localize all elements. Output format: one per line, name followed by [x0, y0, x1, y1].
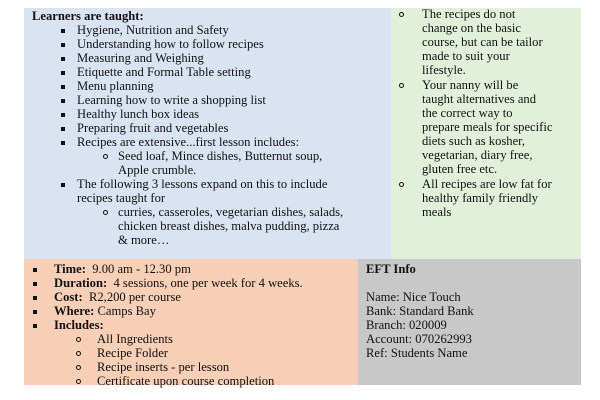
- sub-bullet-icon: [76, 337, 81, 342]
- learners-item: Etiquette and Formal Table setting: [77, 65, 251, 79]
- learners-item: Measuring and Weighing: [77, 51, 204, 65]
- eft-bank: Bank: Standard Bank: [366, 304, 474, 318]
- time-row: [54, 263, 191, 276]
- note-line: meals: [422, 205, 452, 219]
- includes-item: All Ingredients: [97, 332, 173, 346]
- cost-label: Cost:: [54, 290, 83, 304]
- where-value: Camps Bay: [97, 304, 156, 318]
- learners-item: Recipes are extensive...first lesson includes:: [77, 135, 300, 149]
- sub-bullet-icon: [103, 154, 108, 159]
- includes-label: Includes:: [54, 318, 104, 332]
- expand-list-line: chicken breast dishes, malva pudding, pizza: [118, 219, 340, 233]
- expand-list-line: & more…: [118, 233, 170, 247]
- cost-row: [54, 291, 181, 304]
- bullet-icon: [61, 99, 65, 103]
- sub-bullet-icon: [76, 351, 81, 356]
- note-line: vegetarian, diary free,: [422, 148, 533, 162]
- bullet-icon: [61, 29, 65, 33]
- sub-bullet-icon: [103, 210, 108, 215]
- bullet-icon: [61, 85, 65, 89]
- includes-item: Recipe inserts - per lesson: [97, 360, 230, 374]
- bullet-icon: [61, 57, 65, 61]
- note-line: All recipes are low fat for: [422, 177, 552, 191]
- learners-item: Preparing fruit and vegetables: [77, 121, 229, 135]
- note-line: lifestyle.: [422, 63, 466, 77]
- duration-value: 4 sessions, one per week for 4 weeks.: [113, 276, 303, 290]
- note-line: prepare meals for specific: [422, 120, 553, 134]
- note-line: course, but can be tailor: [422, 35, 543, 49]
- first-lesson-line: Apple crumble.: [118, 163, 197, 177]
- bullet-icon: [61, 43, 65, 47]
- sub-bullet-icon: [399, 12, 404, 17]
- expand-list-line: curries, casseroles, vegetarian dishes, salads,: [118, 205, 344, 219]
- learners-item: Hygiene, Nutrition and Safety: [77, 23, 229, 37]
- eft-account: Account: 070262993: [366, 332, 472, 346]
- time-value: 9.00 am - 12.30 pm: [92, 262, 191, 276]
- bullet-icon: [61, 113, 65, 117]
- note-line: the correct way to: [422, 106, 513, 120]
- bullet-icon: [61, 141, 65, 145]
- learners-item: Healthy lunch box ideas: [77, 107, 200, 121]
- duration-label: Duration:: [54, 276, 108, 290]
- where-row: [54, 305, 156, 318]
- learners-item: Understanding how to follow recipes: [77, 37, 264, 51]
- time-label: Time:: [54, 262, 86, 276]
- learners-item: Menu planning: [77, 79, 154, 93]
- eft-ref: Ref: Students Name: [366, 346, 468, 360]
- note-line: diets such as kosher,: [422, 134, 526, 148]
- note-line: change on the basic: [422, 21, 521, 35]
- first-lesson-line: Seed loaf, Mince dishes, Butternut soup,: [118, 149, 323, 163]
- bullet-icon: [61, 127, 65, 131]
- bullet-icon: [61, 71, 65, 75]
- eft-branch: Branch: 020009: [366, 318, 447, 332]
- bullet-icon: [33, 324, 37, 328]
- bullet-icon: [61, 183, 65, 187]
- note-line: made to suit your: [422, 49, 510, 63]
- note-line: Your nanny will be: [422, 78, 519, 92]
- bullet-icon: [33, 268, 37, 272]
- sub-bullet-icon: [399, 83, 404, 88]
- note-line: The recipes do not: [422, 7, 516, 21]
- expand-intro-line: recipes taught for: [77, 191, 166, 205]
- learners-heading: Learners are taught:: [32, 9, 144, 23]
- expand-intro-line: The following 3 lessons expand on this to include: [77, 177, 328, 191]
- note-line: taught alternatives and: [422, 92, 537, 106]
- bullet-icon: [33, 282, 37, 286]
- sub-bullet-icon: [76, 379, 81, 384]
- sub-bullet-icon: [399, 182, 404, 187]
- note-line: healthy family friendly: [422, 191, 539, 205]
- learners-item: Learning how to write a shopping list: [77, 93, 266, 107]
- includes-item: Certificate upon course completion: [97, 374, 275, 388]
- note-line: gluten free etc.: [422, 162, 498, 176]
- eft-title: EFT Info: [366, 262, 416, 276]
- where-label: Where:: [54, 304, 95, 318]
- eft-name: Name: Nice Touch: [366, 290, 461, 304]
- includes-item: Recipe Folder: [97, 346, 168, 360]
- duration-row: [54, 277, 303, 290]
- cost-value: R2,200 per course: [88, 290, 181, 304]
- bullet-icon: [33, 310, 37, 314]
- bullet-icon: [33, 296, 37, 300]
- sub-bullet-icon: [76, 365, 81, 370]
